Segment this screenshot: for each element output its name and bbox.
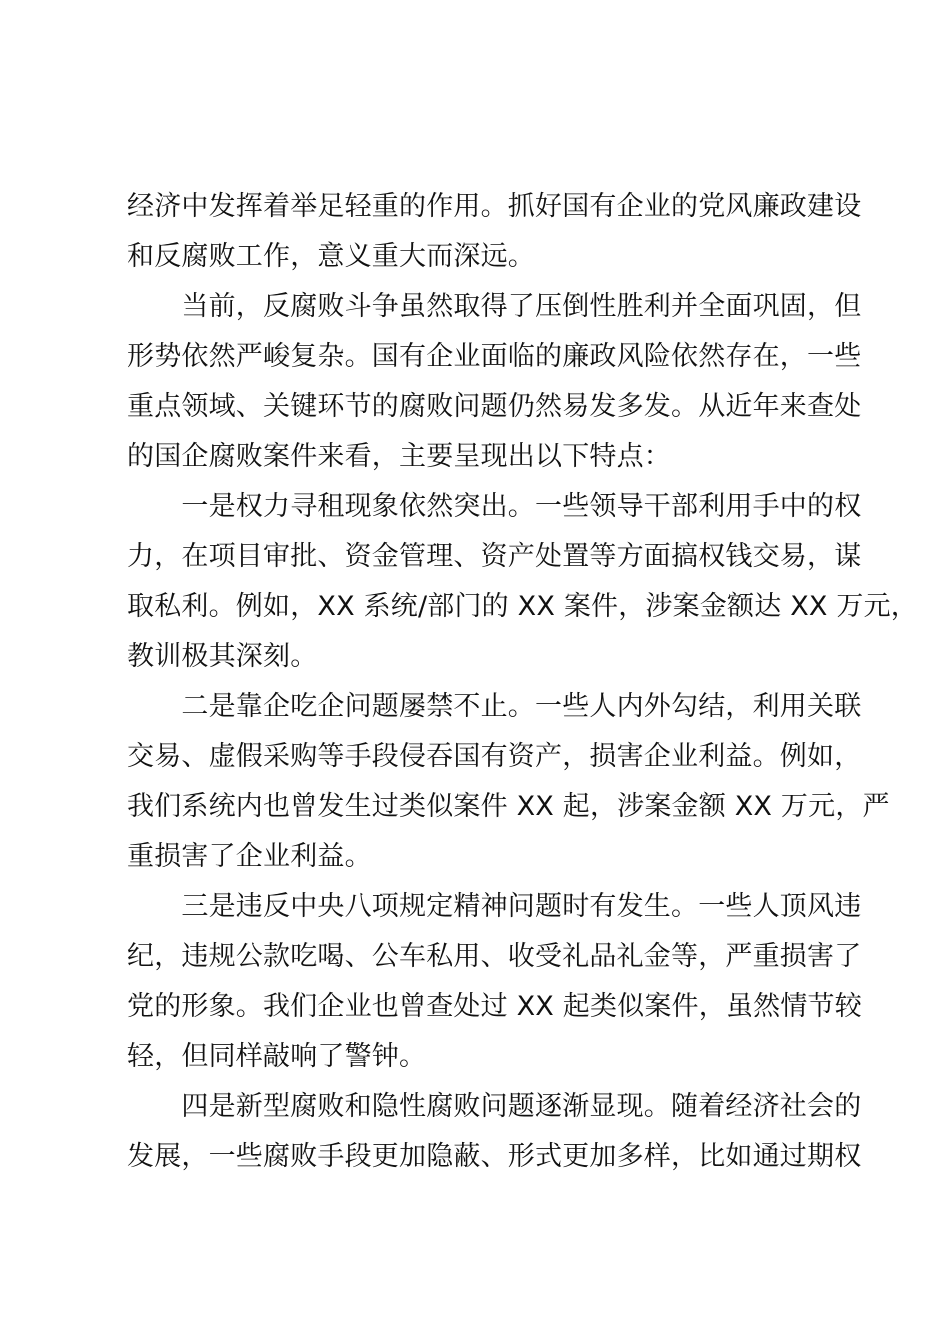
text-line: 重点领域、关键环节的腐败问题仍然易发多发。从近年来查处 [127,391,862,422]
text-line: 一是权力寻租现象依然突出。一些领导干部利用手中的权 [127,491,862,522]
document-body [127,182,918,1182]
text-line: 力，在项目审批、资金管理、资产处置等方面搞权钱交易，谋 [127,541,862,572]
text-line: 我们系统内也曾发生过类似案件 XX 起，涉案金额 XX 万元，严 [127,791,890,822]
text-line: 交易、虚假采购等手段侵吞国有资产，损害企业利益。例如， [127,741,862,772]
text-line: 和反腐败工作，意义重大而深远。 [127,241,535,272]
text-line: 的国企腐败案件来看，主要呈现出以下特点： [127,441,671,472]
paragraph-intro-continuation [127,182,862,282]
text-line: 教训极其深刻。 [127,641,318,672]
text-line: 经济中发挥着举足轻重的作用。抓好国有企业的党风廉政建设 [127,191,862,222]
text-line: 取私利。例如，XX 系统/部门的 XX 案件，涉案金额达 XX 万元， [127,591,918,622]
text-line: 轻，但同样敲响了警钟。 [127,1041,427,1072]
text-line: 形势依然严峻复杂。国有企业面临的廉政风险依然存在，一些 [127,341,862,372]
text-line: 当前，反腐败斗争虽然取得了压倒性胜利并全面巩固，但 [127,291,862,322]
text-line: 重损害了企业利益。 [127,841,372,872]
paragraph-point-one [127,482,918,682]
text-line: 二是靠企吃企问题屡禁不止。一些人内外勾结，利用关联 [127,691,862,722]
paragraph-point-four [127,1082,862,1182]
text-line: 发展，一些腐败手段更加隐蔽、形式更加多样，比如通过期权 [127,1141,862,1172]
paragraph-point-two [127,682,890,882]
text-line: 纪，违规公款吃喝、公车私用、收受礼品礼金等，严重损害了 [127,941,862,972]
text-line: 三是违反中央八项规定精神问题时有发生。一些人顶风违 [127,891,862,922]
text-line: 四是新型腐败和隐性腐败问题逐渐显现。随着经济社会的 [127,1091,862,1122]
paragraph-current-situation [127,282,862,482]
paragraph-point-three [127,882,862,1082]
text-line: 党的形象。我们企业也曾查处过 XX 起类似案件，虽然情节较 [127,991,862,1022]
